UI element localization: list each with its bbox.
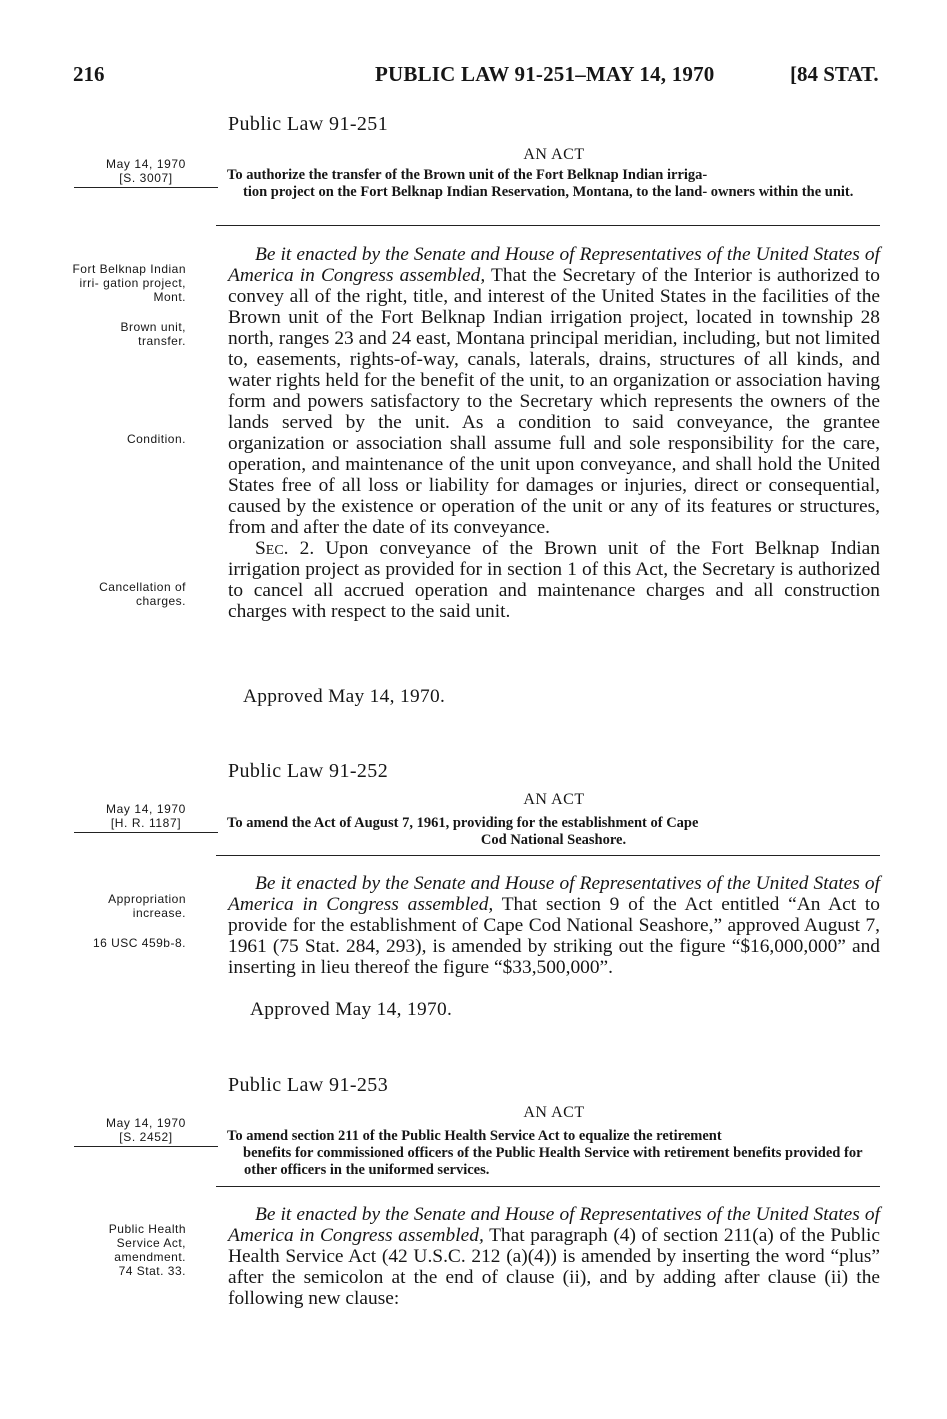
- act-purpose: [228, 1128, 880, 1179]
- section-1-text: [228, 244, 880, 622]
- bill-number: [H. R. 1187]: [74, 816, 218, 833]
- section-2-label: Sec. 2.: [255, 538, 315, 559]
- enactment-date: May 14, 1970: [106, 1116, 186, 1130]
- approval-line: Approved May 14, 1970.: [250, 999, 453, 1020]
- section-text: [228, 873, 880, 978]
- enactment-date: May 14, 1970: [106, 802, 186, 816]
- margin-note-usc: 16 USC 459b-8.: [92, 936, 186, 950]
- margin-note-stat: 74 Stat. 33.: [118, 1264, 186, 1278]
- purpose-line-1: To amend section 211 of the Public Health Service Act to equalize the retirement: [227, 1128, 722, 1144]
- divider-rule: [216, 1186, 880, 1187]
- law-title-91-253: Public Law 91-253: [228, 1074, 389, 1096]
- enacting-clause: Be it enacted by the Senate and House of Representatives of the United States of America in Congress assembled,: [228, 1204, 880, 1246]
- margin-date-block: [74, 802, 218, 833]
- approval-line: Approved May 14, 1970.: [243, 686, 446, 707]
- purpose-continued: Cod National Seashore.: [480, 832, 627, 848]
- margin-date-block: [74, 157, 218, 188]
- act-heading: AN ACT: [523, 1104, 585, 1121]
- margin-note-cancellation: Cancellation of charges.: [99, 580, 186, 608]
- section-body: That paragraph (4) of section 211(a) of the Public Health Service Act (42 U.S.C. 212 (a)(4)) is amended by inserting the word “plus” after the semicolon at the end of clause (ii), and by adding after clause (ii) the following new clause:: [228, 1225, 880, 1309]
- enactment-date: May 14, 1970: [106, 157, 186, 171]
- purpose-line-1: To authorize the transfer of the Brown unit of the Fort Belknap Indian irriga-: [227, 167, 708, 183]
- margin-date-block: [74, 1116, 218, 1147]
- purpose-continued: benefits for commissioned officers of the Public Health Service with retirement benefits provided for other officers in the uniformed services.: [243, 1145, 863, 1178]
- section-text: [228, 1204, 880, 1309]
- act-purpose: [228, 167, 880, 201]
- divider-rule: [216, 855, 880, 856]
- section-2-body: Upon conveyance of the Brown unit of the Fort Belknap Indian irrigation project as provided for in section 1 of this Act, the Secretary is authorized to cancel all accrued operation and maintenance charges and all construction charges with respect to the said unit.: [228, 538, 880, 622]
- running-head: PUBLIC LAW 91-251–MAY 14, 1970: [375, 62, 715, 86]
- bill-number: [S. 3007]: [74, 171, 218, 188]
- enacting-clause: Be it enacted by the Senate and House of Representatives of the United States of America in Congress assembled,: [228, 873, 880, 915]
- purpose-continued: tion project on the Fort Belknap Indian Reservation, Montana, to the land- owners within the unit.: [243, 184, 854, 200]
- margin-note-condition: Condition.: [126, 432, 186, 446]
- section-1-body: That the Secretary of the Interior is authorized to convey all of the right, title, and interest of the United States in the facilities of the Brown unit of the Fort Belknap Indian irrigation project, located in township 28 north, ranges 23 and 24 east, Montana principal meridian, including, but not limited to, easements, rights-of-way, canals, laterals, drains, structures of all kinds, and water rights held for the benefit of the unit, to an organization or association having form and powers satisfactory to the Secretary which represents the owners of the lands served by the unit. As a condition to said conveyance, the grantee organization or association shall assume full and sole responsibility for the care, operation, and maintenance of the unit upon conveyance, and shall hold the United States free of all loss or liability for damages or injuries, direct or consequential, caused by the existence or operation of the unit or any of its features or structures, from and after the date of its conveyance.: [228, 265, 880, 538]
- margin-note-phs: Public Health Service Act, amendment.: [108, 1222, 186, 1264]
- margin-note-appropriation: Appropriation increase.: [108, 892, 186, 920]
- page-number: 216: [73, 62, 105, 86]
- divider-rule: [216, 225, 880, 226]
- act-heading: AN ACT: [523, 146, 585, 163]
- margin-note-fort-belknap: Fort Belknap Indian irri- gation project, Mont.: [72, 262, 186, 304]
- enacting-clause: Be it enacted by the Senate and House of Representatives of the United States of America in Congress assembled,: [228, 244, 880, 286]
- purpose-line-1: To amend the Act of August 7, 1961, providing for the establishment of Cape: [227, 815, 699, 831]
- law-title-91-252: Public Law 91-252: [228, 760, 389, 782]
- volume-reference: [84 STAT.: [790, 62, 879, 86]
- section-body: That section 9 of the Act entitled “An Act to provide for the establishment of Cape Cod National Seashore,” approved August 7, 1961 (75 Stat. 284, 293), is amended by striking out the figure “$16,000,000” and inserting in lieu thereof the figure “$33,500,000”.: [228, 894, 880, 978]
- margin-note-brown-unit: Brown unit, transfer.: [120, 320, 186, 348]
- bill-number: [S. 2452]: [74, 1130, 218, 1147]
- law-title-91-251: Public Law 91-251: [228, 113, 389, 135]
- act-purpose: [228, 815, 880, 849]
- act-heading: AN ACT: [523, 791, 585, 808]
